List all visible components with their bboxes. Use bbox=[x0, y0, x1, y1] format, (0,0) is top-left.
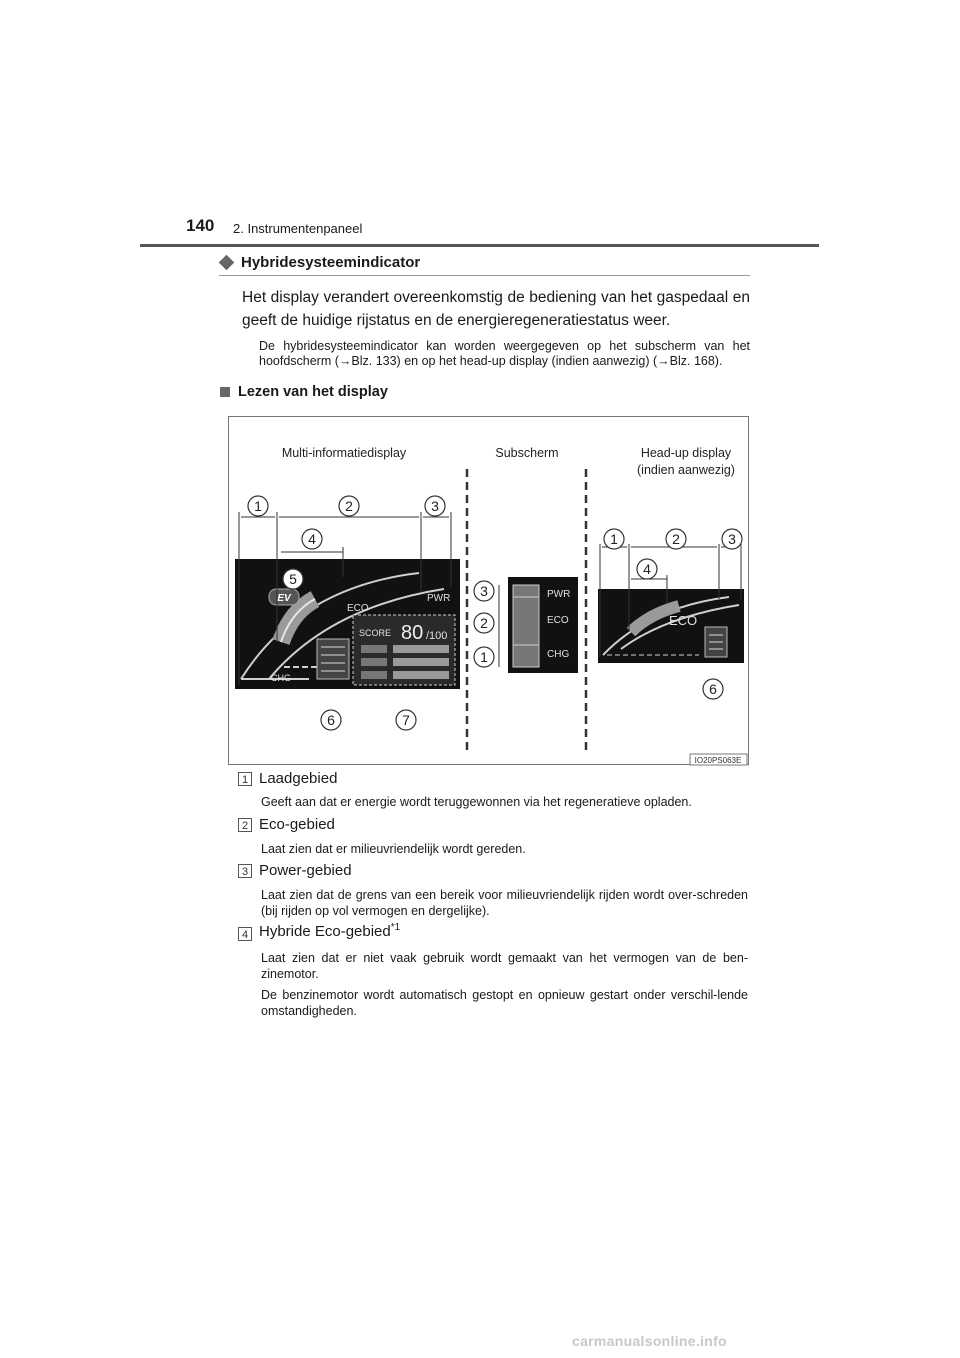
item-number: 4 bbox=[238, 927, 252, 941]
figure-illustration bbox=[229, 417, 750, 766]
subsection-title-text: Lezen van het display bbox=[238, 384, 388, 400]
item-description: Geeft aan dat er energie wordt teruggewonnen via het regeneratieve opladen. bbox=[261, 795, 692, 809]
subsection-title bbox=[220, 384, 388, 400]
subscreen-display bbox=[499, 577, 578, 673]
callout-3-sub: 3 bbox=[480, 583, 488, 599]
figure-code: IO20PS063E bbox=[694, 756, 742, 765]
watermark: carmanualsonline.info bbox=[572, 1333, 727, 1349]
score-value: 80 bbox=[401, 622, 424, 644]
multi-info-display bbox=[235, 559, 460, 689]
item-number: 3 bbox=[238, 864, 252, 878]
eco-label-sub: ECO bbox=[547, 615, 569, 626]
callout-4-left: 4 bbox=[308, 531, 316, 547]
callout-2-hud: 2 bbox=[672, 531, 680, 547]
item-title: Eco-gebied bbox=[259, 816, 335, 833]
callout-5: 5 bbox=[289, 571, 297, 587]
callout-1-left: 1 bbox=[254, 498, 262, 514]
section-note: De hybridesysteemindicator kan worden weergegeven op het subscherm van het hoofdscherm (→Blz. 133) en op het head-up display (indien aanwezig) (→Blz. 168). bbox=[259, 339, 750, 368]
pwr-label-left: PWR bbox=[427, 593, 451, 604]
score-max: /100 bbox=[426, 630, 448, 642]
chg-label-left: CHG bbox=[271, 673, 291, 683]
chapter-title: 2. Instrumentenpaneel bbox=[233, 221, 363, 236]
callout-7: 7 bbox=[402, 712, 410, 728]
pwr-label-sub: PWR bbox=[547, 589, 571, 600]
score-label: SCORE bbox=[359, 628, 392, 638]
section-title bbox=[219, 254, 420, 271]
item-description: Laat zien dat de grens van een bereik voor milieuvriendelijk rijden wordt over-schreden (bij rijden op vol vermogen en dergelijke). bbox=[261, 888, 748, 918]
label-hud-optional: (indien aanwezig) bbox=[637, 463, 735, 477]
item-title: Laadgebied bbox=[259, 770, 338, 787]
callout-2-sub: 2 bbox=[480, 615, 488, 631]
section-rule bbox=[219, 275, 750, 276]
callout-1-hud: 1 bbox=[610, 531, 618, 547]
label-hud: Head-up display bbox=[640, 446, 732, 460]
square-bullet-icon bbox=[220, 387, 230, 397]
hud-display bbox=[598, 589, 744, 663]
page-number: 140 bbox=[186, 216, 215, 235]
item-description: Laat zien dat er milieuvriendelijk wordt gereden. bbox=[261, 842, 526, 856]
item-title bbox=[259, 922, 400, 940]
item-title: Power-gebied bbox=[259, 862, 352, 879]
section-lead: Het display verandert overeenkomstig de bediening van het gaspedaal en geeft de huidige rijstatus en de energieregeneratiestatus weer. bbox=[242, 289, 750, 329]
callout-6-hud: 6 bbox=[709, 681, 717, 697]
footnote-marker: *1 bbox=[390, 922, 401, 933]
display-figure bbox=[228, 416, 749, 765]
callout-2-left: 2 bbox=[345, 498, 353, 514]
label-multi-info: Multi-informatiedisplay bbox=[281, 446, 407, 460]
label-subscreen: Subscherm bbox=[495, 446, 559, 460]
callout-1-sub: 1 bbox=[480, 649, 488, 665]
callout-4-hud: 4 bbox=[643, 561, 651, 577]
item-number: 1 bbox=[238, 772, 252, 786]
callout-3-left: 3 bbox=[431, 498, 439, 514]
chg-label-sub: CHG bbox=[547, 649, 570, 660]
item-title-text: Hybride Eco-gebied bbox=[259, 923, 391, 940]
item-description: Laat zien dat er niet vaak gebruik wordt gemaakt van het vermogen van de ben-zinemotor. bbox=[261, 951, 748, 981]
ev-label: EV bbox=[277, 593, 291, 604]
item-number: 2 bbox=[238, 818, 252, 832]
section-title-text: Hybridesysteemindicator bbox=[241, 254, 421, 271]
eco-label-hud: ECO bbox=[669, 613, 698, 628]
callout-3-hud: 3 bbox=[728, 531, 736, 547]
callout-6-left: 6 bbox=[327, 712, 335, 728]
diamond-icon bbox=[219, 255, 235, 271]
eco-label-left: ECO bbox=[347, 603, 369, 614]
header-rule bbox=[140, 244, 819, 247]
item-description-extra: De benzinemotor wordt automatisch gestopt en opnieuw gestart onder verschil-lende omstandigheden. bbox=[261, 988, 748, 1018]
